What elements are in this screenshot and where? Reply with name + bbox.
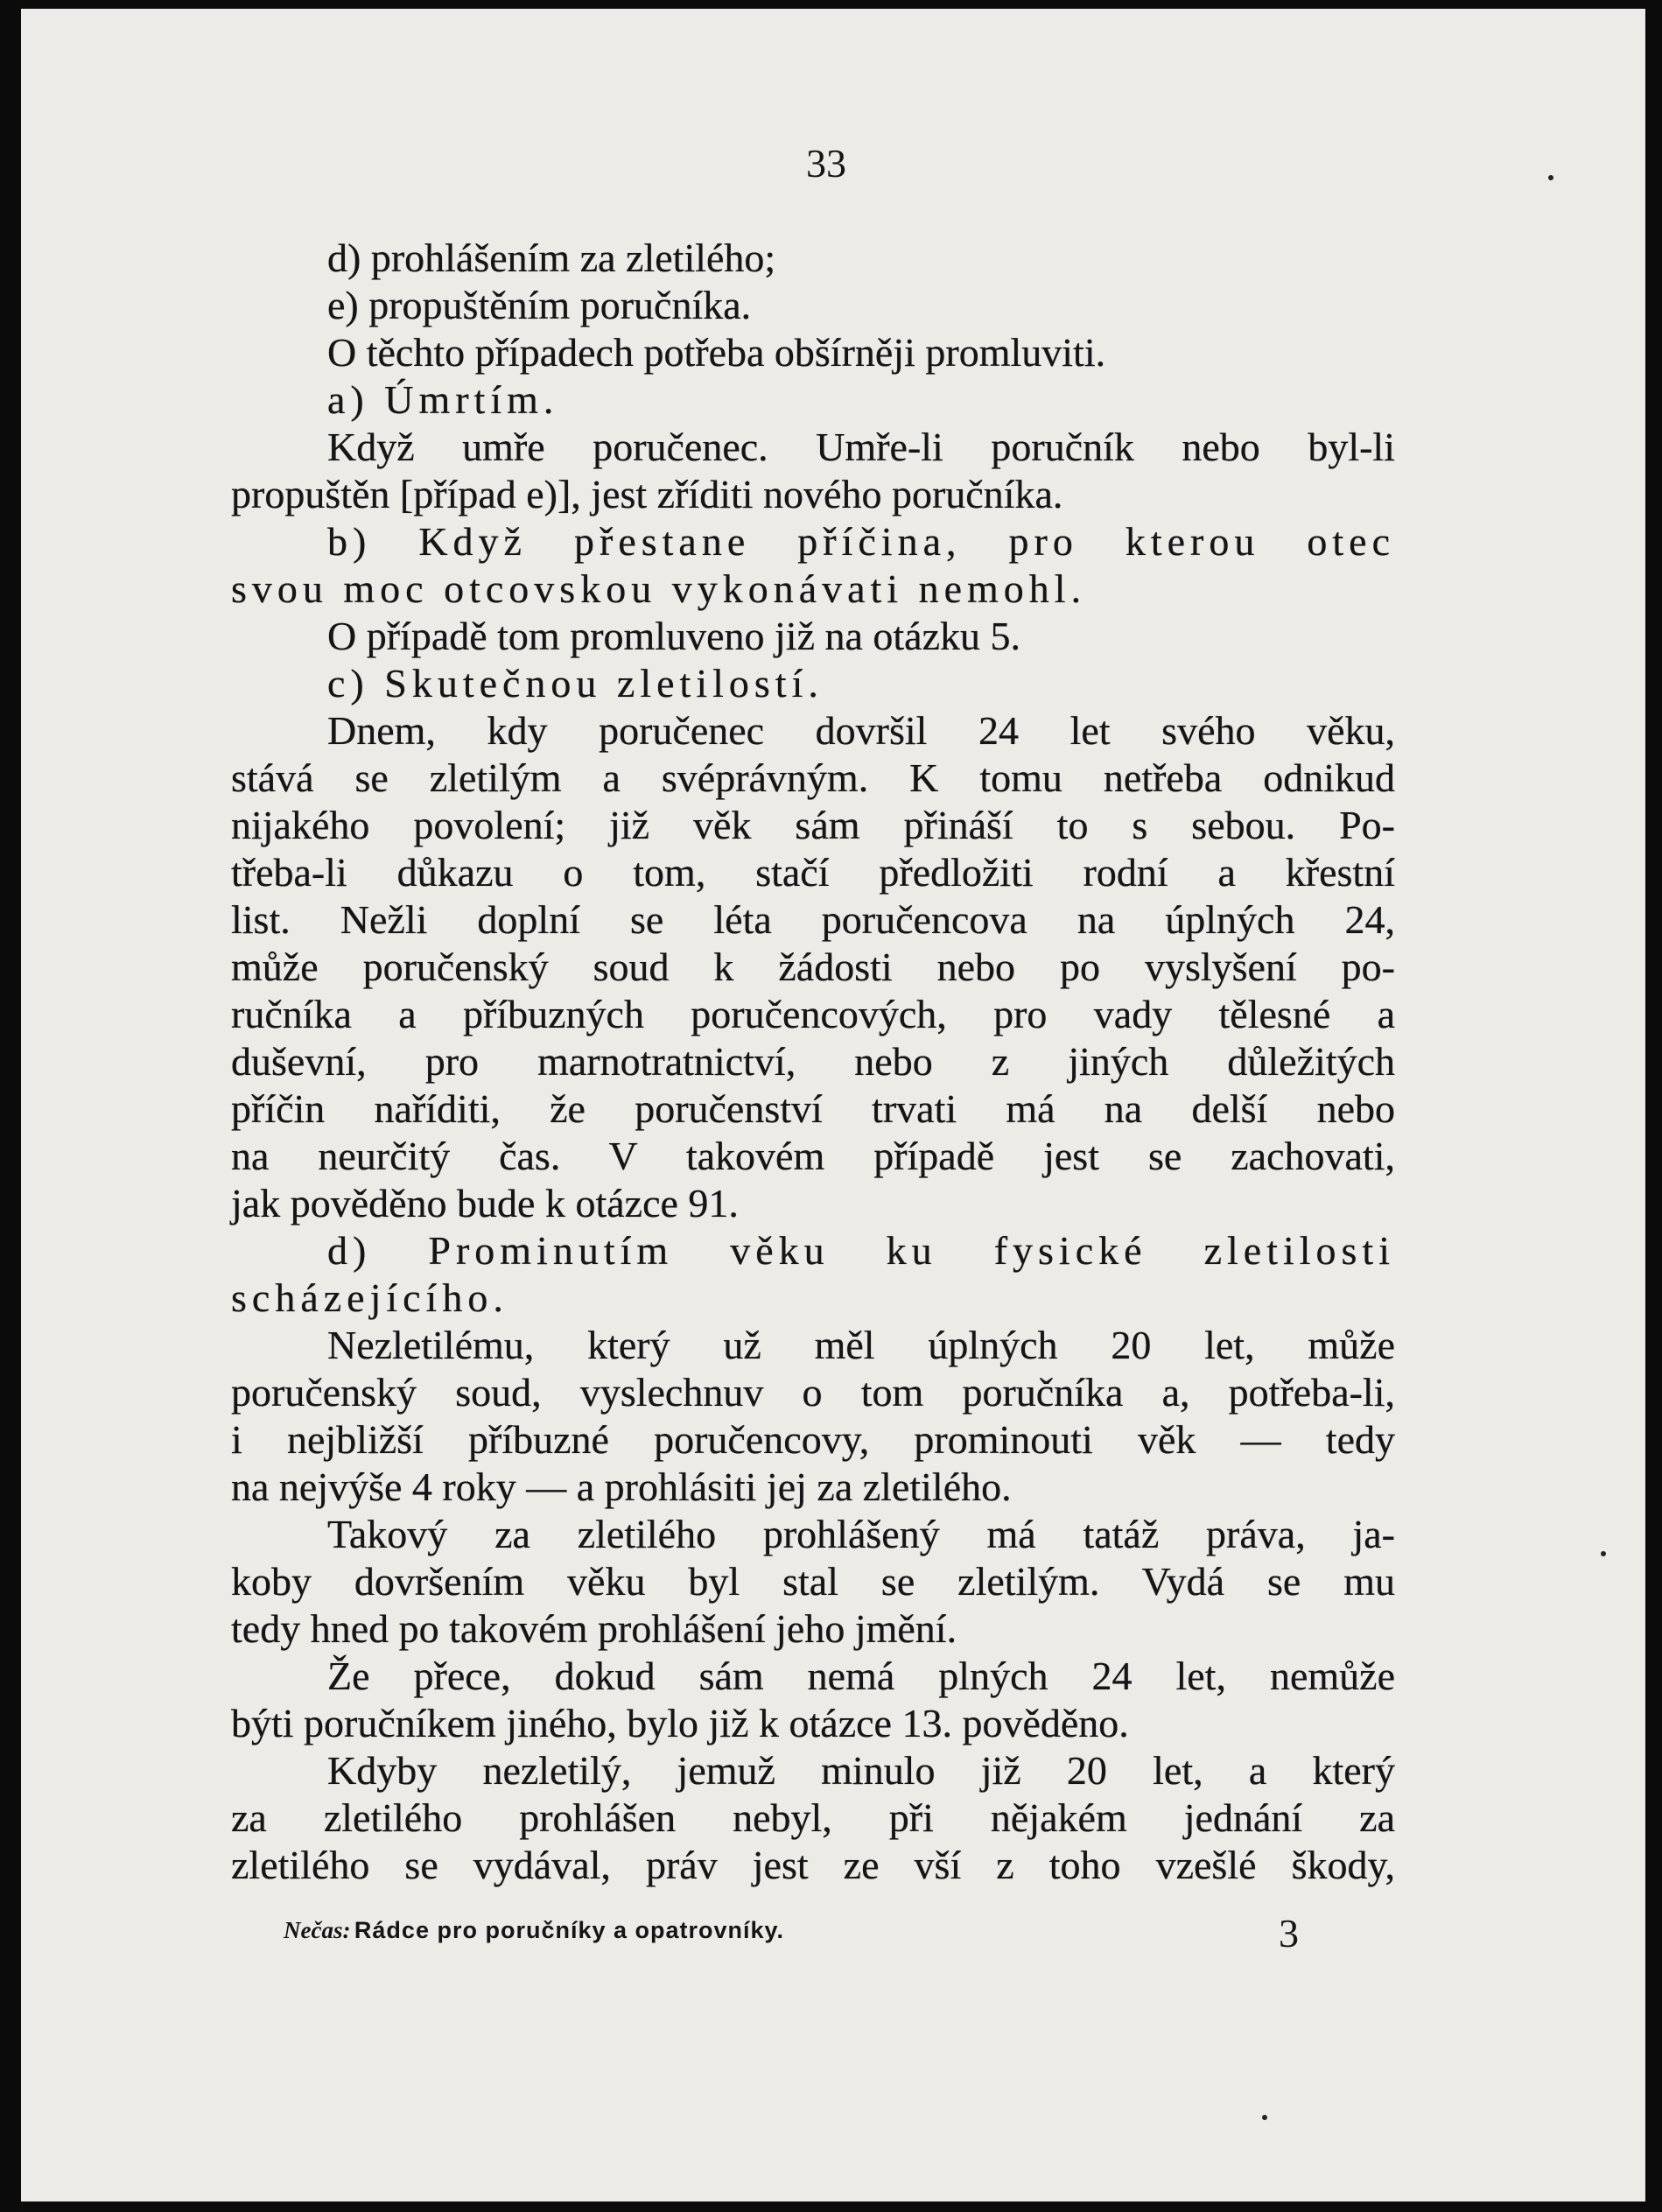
text-line: příčin naříditi, že poručenství trvati má na delší nebo [231, 1086, 1395, 1131]
text-line: jak pověděno bude k otázce 91. [231, 1181, 739, 1225]
text-line: Že přece, dokud sám nemá plných 24 let, nemůže [327, 1654, 1395, 1698]
paper-speck [1548, 175, 1553, 180]
text-line: Takový za zletilého prohlášený má tatáž práva, ja- [327, 1512, 1395, 1556]
text-line: třeba-li důkazu o tom, stačí předložiti rodní a křestní [231, 850, 1395, 895]
text-line: býti poručníkem jiného, bylo již k otázce 13. pověděno. [231, 1701, 1129, 1745]
text-line: c) Skutečnou zletilostí. [327, 661, 824, 706]
text-line: na neurčitý čas. V takovém případě jest se zachovati, [231, 1134, 1395, 1178]
sheet-signature-number: 3 [1279, 1911, 1299, 1956]
footer-author: Nečas: [284, 1917, 351, 1943]
text-line: O případě tom promluveno již na otázku 5. [327, 614, 1021, 658]
text-line: Nezletilému, který už měl úplných 20 let, může [327, 1323, 1395, 1367]
book-page [21, 9, 1645, 2201]
text-line: může poručenský soud k žádosti nebo po vyslyšení po- [231, 944, 1395, 989]
text-line: duševní, pro marnotratnictví, nebo z jiných důležitých [231, 1039, 1395, 1084]
text-line: d) prohlášením za zletilého; [327, 235, 776, 280]
text-line: tedy hned po takovém prohlášení jeho jmění. [231, 1606, 957, 1651]
page-number: 33 [806, 141, 846, 186]
paper-speck [1601, 1551, 1606, 1556]
text-line: poručenský soud, vyslechnuv o tom poručníka a, potřeba-li, [231, 1370, 1395, 1415]
text-line: Když umře poručenec. Umře-li poručník nebo byl-li [327, 425, 1395, 469]
text-line: propuštěn [případ e)], jest zříditi nového poručníka. [231, 472, 1063, 516]
text-line: b) Když přestane příčina, pro kterou otec [327, 519, 1395, 564]
binding-edge [0, 0, 23, 2212]
page-footer [284, 1911, 1299, 1956]
text-line: koby dovršením věku byl stal se zletilým. Vydá se mu [231, 1559, 1395, 1604]
text-line: zletilého se vydával, práv jest ze vší z toho vzešlé škody, [231, 1843, 1395, 1887]
text-line: d) Prominutím věku ku fysické zletilosti [327, 1228, 1395, 1273]
text-line: a) Úmrtím. [327, 377, 559, 422]
text-line: Kdyby nezletilý, jemuž minulo již 20 let, a který [327, 1748, 1395, 1793]
text-line: za zletilého prohlášen nebyl, při nějakém jednání za [231, 1795, 1395, 1840]
text-line: nijakého povolení; již věk sám přináší to s sebou. Po- [231, 803, 1395, 847]
text-line: svou moc otcovskou vykonávati nemohl. [231, 566, 1087, 611]
paper-speck [1262, 2115, 1267, 2120]
text-line: scházejícího. [231, 1275, 508, 1320]
text-line: list. Nežli doplní se léta poručencova na úplných 24, [231, 897, 1395, 942]
text-line: e) propuštěním poručníka. [327, 283, 752, 327]
text-line: stává se zletilým a svéprávným. K tomu netřeba odnikud [231, 755, 1395, 800]
page-body-text [231, 235, 1395, 1889]
text-line: ručníka a příbuzných poručencových, pro vady tělesné a [231, 992, 1395, 1036]
text-line: na nejvýše 4 roky — a prohlásiti jej za zletilého. [231, 1464, 1012, 1509]
text-line: O těchto případech potřeba obšírněji promluviti. [327, 330, 1106, 375]
footer-book-title: Rádce pro poručníky a opatrovníky. [354, 1917, 785, 1943]
text-line: Dnem, kdy poručenec dovršil 24 let svého věku, [327, 708, 1395, 753]
text-line: i nejbližší příbuzné poručencovy, prominouti věk — tedy [231, 1417, 1395, 1462]
